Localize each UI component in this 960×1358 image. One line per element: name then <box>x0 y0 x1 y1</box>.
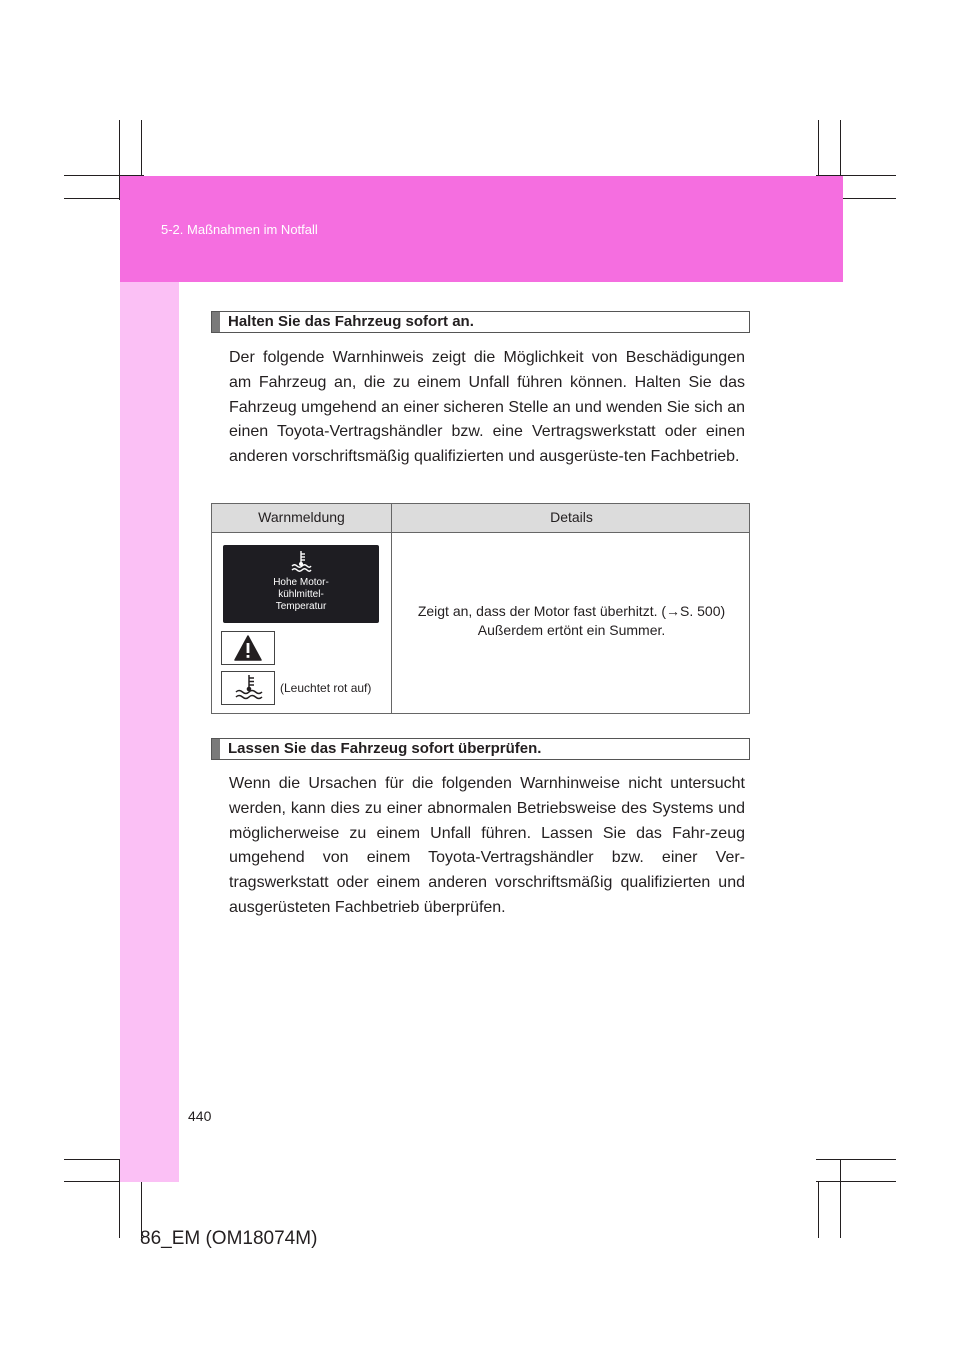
document-code: 86_EM (OM18074M) <box>140 1228 318 1249</box>
heading-text: Halten Sie das Fahrzeug sofort an. <box>228 313 474 330</box>
details-text <box>392 602 751 640</box>
light-note: (Leuchtet rot auf) <box>280 681 372 695</box>
warning-light-box <box>221 631 275 665</box>
details-line: Außerdem ertönt ein Summer. <box>477 622 666 638</box>
display-line: kühlmittel- <box>278 589 324 600</box>
page-number: 440 <box>188 1108 212 1124</box>
section-heading-stop <box>211 311 750 333</box>
multi-info-display-image <box>223 545 379 623</box>
coolant-light-box <box>221 671 275 705</box>
heading-text: Lassen Sie das Fahrzeug sofort überprüfen. <box>228 740 542 757</box>
paragraph-stop-vehicle: Der folgende Warnhinweis zeigt die Möglichkeit von Beschädigungen am Fahrzeug an, die zu einem Unfall führen können. Halten Sie das Fahrzeug umgehend an einer sicheren Stelle an und wenden Sie sich an einen Toyota-Vertragshändler bzw. eine Vertragswerkstatt oder einen anderen vorschriftsmäßig qualifizierten und ausgerüste-ten Fachbetrieb. <box>229 349 745 466</box>
section-heading-check <box>211 738 750 760</box>
coolant-temperature-icon <box>234 674 264 702</box>
crop-mark <box>818 1182 819 1238</box>
crop-mark <box>840 1160 841 1238</box>
details-line: Zeigt an, dass der Motor fast überhitzt. (→S. 500) <box>417 603 726 619</box>
display-message <box>223 577 379 613</box>
heading-bar <box>212 312 220 332</box>
column-header-warning: Warnmeldung <box>258 509 345 525</box>
side-strip <box>120 282 179 1182</box>
warning-triangle-icon <box>234 635 262 661</box>
section-label: 5-2. Maßnahmen im Notfall <box>161 222 318 237</box>
paragraph-check-vehicle: Wenn die Ursachen für die folgenden Warnhinweise nicht untersucht werden, kann dies zu einer abnormalen Betriebsweise des Systems und möglicherweise zu einem Unfall führen. Lassen Sie das Fahr-zeug umgehend von einem Toyota-Vertragshändler bzw. einer Ver-tragswerkstatt oder einem anderen vorschriftsmäßig qualifizierten und ausgerüsteten Fachbetrieb überprüfen. <box>229 775 745 916</box>
crop-mark <box>816 1181 896 1182</box>
warning-table <box>211 503 750 714</box>
table-header-row <box>212 504 749 533</box>
display-line: Temperatur <box>275 601 327 612</box>
heading-bar <box>212 739 220 759</box>
display-line: Hohe Motor- <box>273 577 329 588</box>
coolant-temperature-icon <box>290 550 312 574</box>
column-header-details: Details <box>550 509 593 525</box>
crop-mark <box>816 1159 896 1160</box>
